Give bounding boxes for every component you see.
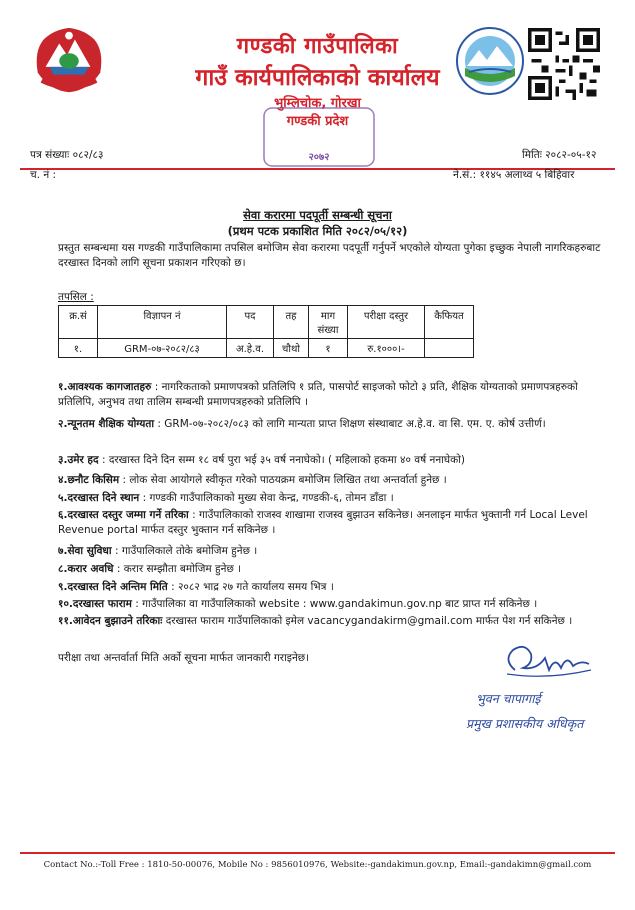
table-cell: GRM-०७-२०८२/८३ xyxy=(98,339,227,358)
item-text: : गण्डकी गाउँपालिकाको मुख्य सेवा केन्द्र, गण्डकी-६, तोमन डाँडा । xyxy=(142,492,394,504)
notice-subtitle: (प्रथम पटक प्रकाशित मिति २०८२/०५/१२) xyxy=(227,224,408,238)
date: मितिः २०८२-०५-१२ xyxy=(522,149,597,161)
item-label: ४.छनौट किसिम xyxy=(58,474,120,486)
table-header: क्र.सं xyxy=(59,306,98,339)
notice-title: सेवा करारमा पदपूर्ती सम्बन्धी सूचना xyxy=(243,208,392,222)
table-header: तह xyxy=(274,306,309,339)
ref-number: पत्र संख्याः ०८२/८३ xyxy=(30,149,104,161)
office-name-line2: गाउँ कार्यपालिकाको कार्यालय xyxy=(195,65,440,91)
requirement-item xyxy=(58,380,603,410)
table-cell: रु.१०००।- xyxy=(348,339,425,358)
item-label: १०.दरखास्त फाराम xyxy=(58,598,132,610)
table-row xyxy=(59,339,474,358)
requirement-item xyxy=(58,473,603,488)
requirement-item xyxy=(58,491,603,506)
item-text: : GRM-०७-२०८२/०८३ को लागि मान्यता प्राप्त शिक्षण संस्थाबाट अ.हे.व. वा सि. एम. ए. कोर्ष उत्तीर्ण। xyxy=(157,418,546,430)
table-header: कैफियत xyxy=(425,306,474,339)
office-stamp xyxy=(258,104,380,170)
item-label: १.आवश्यक कागजातहरु xyxy=(58,381,152,393)
item-text: : गाउँपालिकाले तोके बमोजिम हुनेछ । xyxy=(114,545,258,557)
signatory-name: भुवन चापागाई xyxy=(476,691,541,706)
item-label: ६.दरखास्त दस्तुर जम्मा गर्ने तरिका xyxy=(58,509,189,521)
table-cell: १ xyxy=(309,339,348,358)
nepal-sambat-date: ने.सं.: ११४५ अलाथ्व ५ बिहिवार xyxy=(453,169,575,181)
item-text: : २०८२ भाद्र २७ गते कार्यालय समय भित्र । xyxy=(171,581,334,593)
requirement-item xyxy=(58,508,603,538)
office-address: भुम्लिचोक, गोरखा xyxy=(274,96,361,111)
signatory-title: प्रमुख प्रशासकीय अधिकृत xyxy=(466,716,584,731)
item-label: ११.आवेदन बुझाउने तरिकाः xyxy=(58,615,163,627)
item-text: : नागरिकताको प्रमाणपत्रको प्रतिलिपि १ प्रति, पासपोर्ट साइजको फोटो ३ प्रति, शैक्षिक योग्यताको प्रमाणपत्रहरुको प्रतिलिपि, अनुभव तथा तालिम सम्बन्धी प्रमाणपत्रहरुको प्रतिलिपि । xyxy=(58,381,578,408)
item-label: ५.दरखास्त दिने स्थान xyxy=(58,492,140,504)
table-cell: चौथो xyxy=(274,339,309,358)
table-header: परीक्षा दस्तुर xyxy=(348,306,425,339)
signature-mark xyxy=(497,640,597,684)
item-text: दरखास्त फाराम गाउँपालिकाको इमेल vacancygandakirm@gmail.com मार्फत पेश गर्न सकिनेछ । xyxy=(165,615,573,627)
table-header-row xyxy=(59,306,474,339)
vacancy-table xyxy=(58,305,474,358)
municipality-logo-icon xyxy=(455,26,525,96)
item-text: : दरखास्त दिने दिन सम्म १८ वर्ष पुरा भई ३५ वर्ष ननाघेको। ( महिलाको हकमा ४० वर्ष ननाघेको) xyxy=(101,454,465,466)
qr-code-icon xyxy=(528,28,600,100)
tapsil-label: तपसिल : xyxy=(58,291,94,303)
item-label: ९.दरखास्त दिने अन्तिम मिति xyxy=(58,581,168,593)
table-cell: अ.हे.व. xyxy=(227,339,274,358)
requirement-item xyxy=(58,580,603,595)
requirement-item xyxy=(58,417,603,432)
item-text: : गाउँपालिकाको राजस्व शाखामा राजस्व बुझाउन सकिनेछ। अनलाइन मार्फत भुक्तानी गर्न Local Level Revenue portal मार्फत दस्तुर भुक्तान गर्न सकिनेछ । xyxy=(58,509,588,536)
footer-rule xyxy=(20,852,615,854)
intro-paragraph: प्रस्तुत सम्बन्धमा यस गण्डकी गाउँपालिकामा तपसिल बमोजिम सेवा करारमा पदपूर्ती गर्नुपर्ने भएकोले योग्यता पुगेका इच्छुक नेपाली नागरिकहरुबाट दरखास्त दिनको लागि सूचना प्रकाशन गरिएको छ। xyxy=(58,242,601,269)
dispatch-number: च. नं : xyxy=(30,169,57,181)
item-label: ७.सेवा सुविधा xyxy=(58,545,112,557)
item-text: : गाउँपालिका वा गाउँपालिकाको website : www.gandakimun.gov.np बाट प्राप्त गर्न सकिनेछ । xyxy=(135,598,538,610)
requirement-item xyxy=(58,562,603,577)
stamp-year: २०७२ xyxy=(308,152,330,163)
item-text: : करार सम्झौता बमोजिम हुनेछ । xyxy=(116,563,242,575)
requirement-item xyxy=(58,544,603,559)
requirement-item xyxy=(58,597,603,612)
item-label: ८.करार अवधि xyxy=(58,563,114,575)
office-name-line1: गण्डकी गाउँपालिका xyxy=(236,34,399,59)
table-header: पद xyxy=(227,306,274,339)
requirement-item xyxy=(58,614,603,629)
table-cell xyxy=(425,339,474,358)
table-header: माग संख्या xyxy=(309,306,348,339)
table-header: विज्ञापन नं xyxy=(98,306,227,339)
table-cell: १. xyxy=(59,339,98,358)
footer-contact: Contact No.:-Toll Free : 1810-50-00076, Mobile No : 9856010976, Website:-gandakimun.gov.np, Email:-gandakimn@gmail.com xyxy=(43,860,592,870)
requirement-item xyxy=(58,453,618,468)
item-text: : लोक सेवा आयोगले स्वीकृत गरेको पाठयक्रम बमोजिम लिखित तथा अन्तर्वार्ता हुनेछ । xyxy=(122,474,447,486)
closing-note: परीक्षा तथा अन्तर्वार्ता मिति अर्को सूचना मार्फत जानकारी गराइनेछ। xyxy=(58,652,310,664)
item-label: २.न्यूनतम शैक्षिक योग्यता xyxy=(58,418,155,430)
item-label: ३.उमेर हद xyxy=(58,454,99,466)
office-province: गण्डकी प्रदेश xyxy=(286,114,349,129)
